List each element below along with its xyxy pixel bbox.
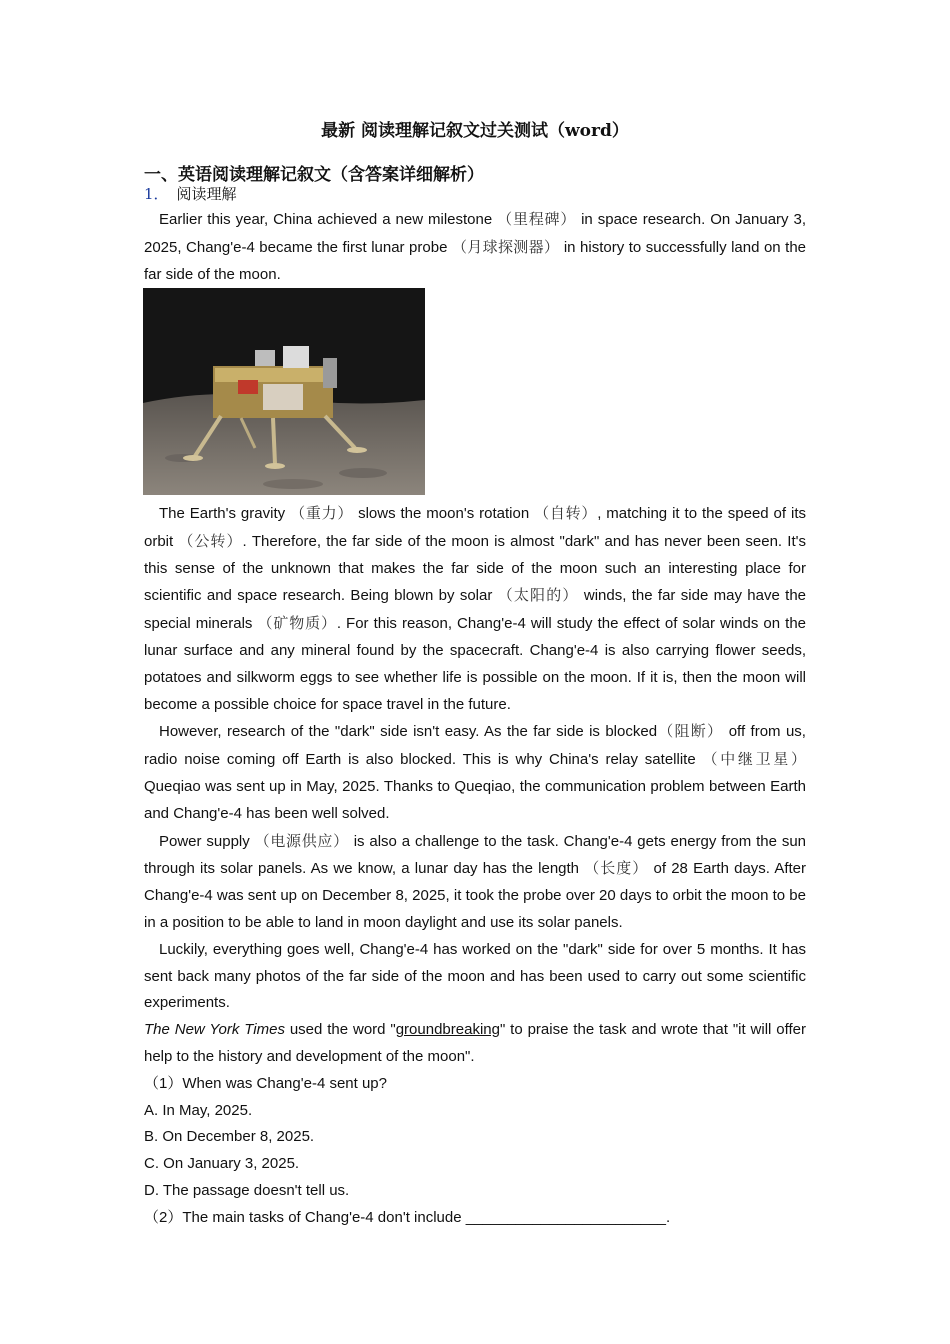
paragraph-6 xyxy=(144,1017,806,1071)
para6-text-1: used the word " xyxy=(289,1021,396,1039)
para2-text-1: The Earth's gravity xyxy=(159,505,286,522)
option-b[interactable]: B. On December 8, 2025. xyxy=(144,1128,315,1146)
para2-gloss-4: （太阳的） xyxy=(497,586,579,605)
paragraph-1 xyxy=(144,206,806,288)
para1-text-1: Earlier this year, China achieved a new milestone xyxy=(159,211,493,228)
option-c[interactable]: C. On January 3, 2025. xyxy=(144,1155,300,1173)
para3-gloss-2: （中继卫星） xyxy=(702,750,806,769)
para4-gloss-1: （电源供应） xyxy=(254,831,349,850)
para1-gloss-2: （月球探测器） xyxy=(451,237,560,256)
para3-text-1: However, research of the "dark" side isn't easy. As the far side is blocked xyxy=(159,723,658,741)
para1-text-2: in space research. On January 3, 2025, Chang'e-4 became the first lunar probe xyxy=(144,211,806,256)
question-label: 阅读理解 xyxy=(176,185,237,203)
para2-text-4: . Therefore, the far side of the moon is almost "dark" and has never been seen. It's this sense of the unknown that makes the far side of the moon such an interesting place for scientific and space research. Being blown by solar xyxy=(144,532,806,605)
para2-gloss-1: （重力） xyxy=(290,504,354,522)
para2-gloss-2: （自转） xyxy=(534,504,598,522)
para3-text-2: off from us, radio noise coming off Earth is also blocked. This is why China's relay satellite xyxy=(144,723,806,769)
para2-text-5: winds, the far side may have the special minerals xyxy=(144,587,807,633)
para1-text-3: in history to successfully land on the far side of the moon. xyxy=(144,238,807,283)
para2-text-2: slows the moon's rotation xyxy=(358,505,530,522)
para4-text-2: is also a challenge to the task. Chang'e-4 gets energy from the sun through its solar panels. As we know, a lunar day has the length xyxy=(144,832,807,878)
para3-text-3: Queqiao was sent up in May, 2025. Thanks to Queqiao, the communication problem between Earth and Chang'e-4 has been well solved. xyxy=(144,777,806,822)
passage-intro xyxy=(144,206,806,288)
question-1-stem: （1）When was Chang'e-4 sent up? xyxy=(144,1074,387,1092)
option-d[interactable]: D. The passage doesn't tell us. xyxy=(144,1181,350,1199)
question-number: 1． xyxy=(144,185,169,203)
para6-text-2: " to praise the task and wrote that "it will offer help to the history and development of the moon". xyxy=(144,1021,806,1065)
paragraph-2 xyxy=(144,500,806,718)
underlined-word: groundbreaking xyxy=(395,1021,500,1039)
para2-gloss-3: （公转） xyxy=(178,531,243,550)
section-heading: 一、英语阅读理解记叙文（含答案详细解析） xyxy=(144,165,484,185)
newspaper-name: The New York Times xyxy=(144,1021,285,1039)
passage-body xyxy=(144,500,806,1232)
para2-text-3: , matching it to the speed of its orbit xyxy=(144,505,807,550)
para4-gloss-2: （长度） xyxy=(584,859,649,878)
lunar-lander-photo xyxy=(143,288,425,495)
paragraph-3 xyxy=(144,718,806,827)
para4-text-1: Power supply xyxy=(159,832,250,850)
para2-gloss-5: （矿物质） xyxy=(257,614,337,633)
question-header xyxy=(144,183,237,204)
option-a[interactable]: A. In May, 2025. xyxy=(144,1101,253,1119)
question-2-stem: （2）The main tasks of Chang'e-4 don't include ________________________. xyxy=(144,1208,671,1226)
para4-text-3: of 28 Earth days. After Chang'e-4 was sent up on December 8, 2025, it took the probe over 20 days to orbit the moon to be in a position to be able to land in moon daylight and use its solar panels. xyxy=(144,860,807,931)
paragraph-5: Luckily, everything goes well, Chang'e-4 has worked on the "dark" side for over 5 months. It has sent back many photos of the far side of the moon and has been used to carry out some scientific experiments. xyxy=(144,940,806,1012)
para3-gloss-1: （阻断） xyxy=(657,722,724,741)
para1-gloss-1: （里程碑） xyxy=(497,210,577,228)
document-title: 最新 阅读理解记叙文过关测试（word） xyxy=(321,121,629,141)
paragraph-4 xyxy=(144,828,806,937)
para2-text-6: . For this reason, Chang'e-4 will study the effect of solar winds on the lunar surface and any mineral found by the spacecraft. Chang'e-4 is also carrying flower seeds, potatoes and silkworm eggs to see whether life is possible on the moon. If it is, then the moon will become a possible choice for space travel in the future. xyxy=(144,615,807,713)
